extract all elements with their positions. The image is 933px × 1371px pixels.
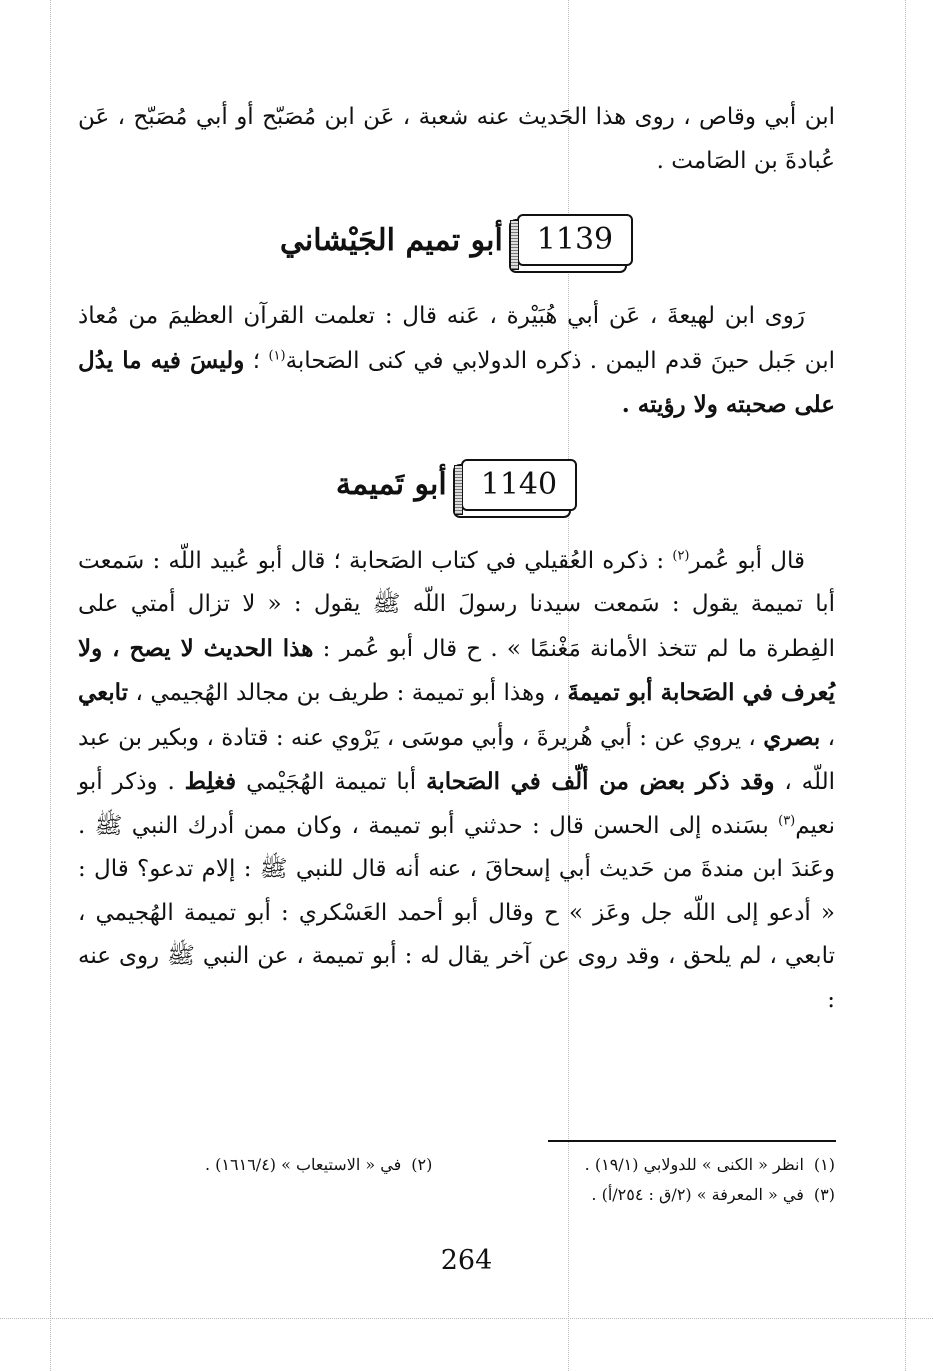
text-run: رَوى ابن لهيعةَ ، عَن أبي هُبَيْرة ، عَنه قال : تعلمت القرآن العظيمَ من مُعاذ ابن جَبل حينَ قدم اليمن . ذكره الدولابي في كنى الصَحابة <box>78 303 835 374</box>
text-run: قال أبو عُمر <box>689 547 805 574</box>
text-run: ؛ <box>244 347 269 374</box>
text-run: ، يروي عن : أبي هُريرةَ ، وأبي موسَى ، يَرْوي عنه : قتادة ، وبكير بن عبد اللّه ، <box>78 724 835 795</box>
footnote-3 <box>591 1180 835 1210</box>
entry-paragraph-1139 <box>78 295 835 428</box>
footnote-number: (٢) <box>411 1155 433 1174</box>
footnote-ref[interactable]: (٢) <box>672 547 690 563</box>
bold-remark: تابعي <box>78 679 129 706</box>
guide-line-bottom <box>0 1318 933 1319</box>
entry-number-box: 1140 <box>461 459 577 511</box>
entry-number-box: 1139 <box>517 214 633 266</box>
entry-heading-1140 <box>78 450 835 520</box>
bold-remark: بصري <box>763 723 821 751</box>
text-run: : ذكره العُقيلي في كتاب الصَحابة ؛ قال أبو عُبيد اللّه : سَمعت أبا تميمة يقول : سَمعت سيدنا رسولَ اللّه ﷺ يقول : « لا تزال أمتي على الفِطرة ما لم تتخذ الأمانة مَغْنمًا » . ح قال أبو عُمر : <box>78 547 836 662</box>
guide-line-right <box>905 0 906 1371</box>
page-body <box>78 96 835 1022</box>
footnote-2 <box>205 1150 432 1180</box>
footnote-number: (١) <box>813 1155 835 1174</box>
bold-remark: وليسَ فيه ما يدُل على صحبته ولا رؤيته . <box>78 346 835 418</box>
footnotes <box>110 1150 835 1210</box>
entry-title: أبو تميم الجَيْشاني <box>279 222 503 258</box>
footnote-1 <box>585 1150 835 1180</box>
intro-paragraph: ابن أبي وقاص ، روى هذا الحَديث عنه شعبة ، عَن ابن مُصَبّح أو أبي مُصَبّح ، عَن عُبادةَ بن الصَامت . <box>78 104 835 174</box>
footnote-row <box>110 1180 835 1210</box>
footnote-divider <box>548 1140 836 1142</box>
guide-line-left <box>50 0 51 1371</box>
entry-paragraph-1140 <box>78 540 835 1023</box>
text-run: ، وهذا أبو تميمة : طريف بن مجالد الهُجيمي ، <box>128 680 568 706</box>
bold-remark: هذا الحديث لا يصح ، ولا يُعرف في الصَحابة أبو تميمةَ <box>78 634 835 706</box>
entry-heading-1139 <box>78 205 835 275</box>
entry-title: أبو تَميمة <box>335 467 447 502</box>
footnote-text: في « المعرفة » (٢/ق : ٢٥٤/أ) . <box>591 1185 804 1204</box>
footnote-ref[interactable]: (٣) <box>778 812 796 828</box>
footnote-number: (٣) <box>813 1185 835 1204</box>
text-run: ، <box>820 724 836 751</box>
text-run: بسَنده إلى الحسن قال : حدثني أبو تميمة ، وكان ممن أدرك النبي ﷺ . وعَندَ ابن مندةَ من حَديث أبي إسحاقَ ، عنه أنه قال للنبي ﷺ : إلام تدعو؟ قال : « أدعو إلى اللّه جل وعَز » ح وقال أبو أحمد العَسْكري : أبو تميمة الهُجيمي ، تابعي ، لم يلحق ، وقد روى عن آخر يقال له : أبو تميمة ، عن النبي ﷺ روى عنه : <box>78 812 835 1013</box>
footnote-row <box>110 1150 835 1180</box>
footnote-ref[interactable]: (١) <box>268 347 286 363</box>
text-run: . وذكر أبو نعيم <box>78 769 835 839</box>
bold-remark: وقد ذكر بعض من ألّف في الصَحابة <box>426 768 775 795</box>
bold-remark: فغلِط <box>184 768 237 795</box>
text-run: أبا تميمة الهُجَيْمي <box>236 769 427 795</box>
page-number: 264 <box>440 1245 493 1276</box>
footnote-text: في « الاستيعاب » (١٦١٦/٤) . <box>205 1155 402 1174</box>
footnote-text: انظر « الكنى » للدولابي (١٩/١) . <box>584 1155 804 1174</box>
